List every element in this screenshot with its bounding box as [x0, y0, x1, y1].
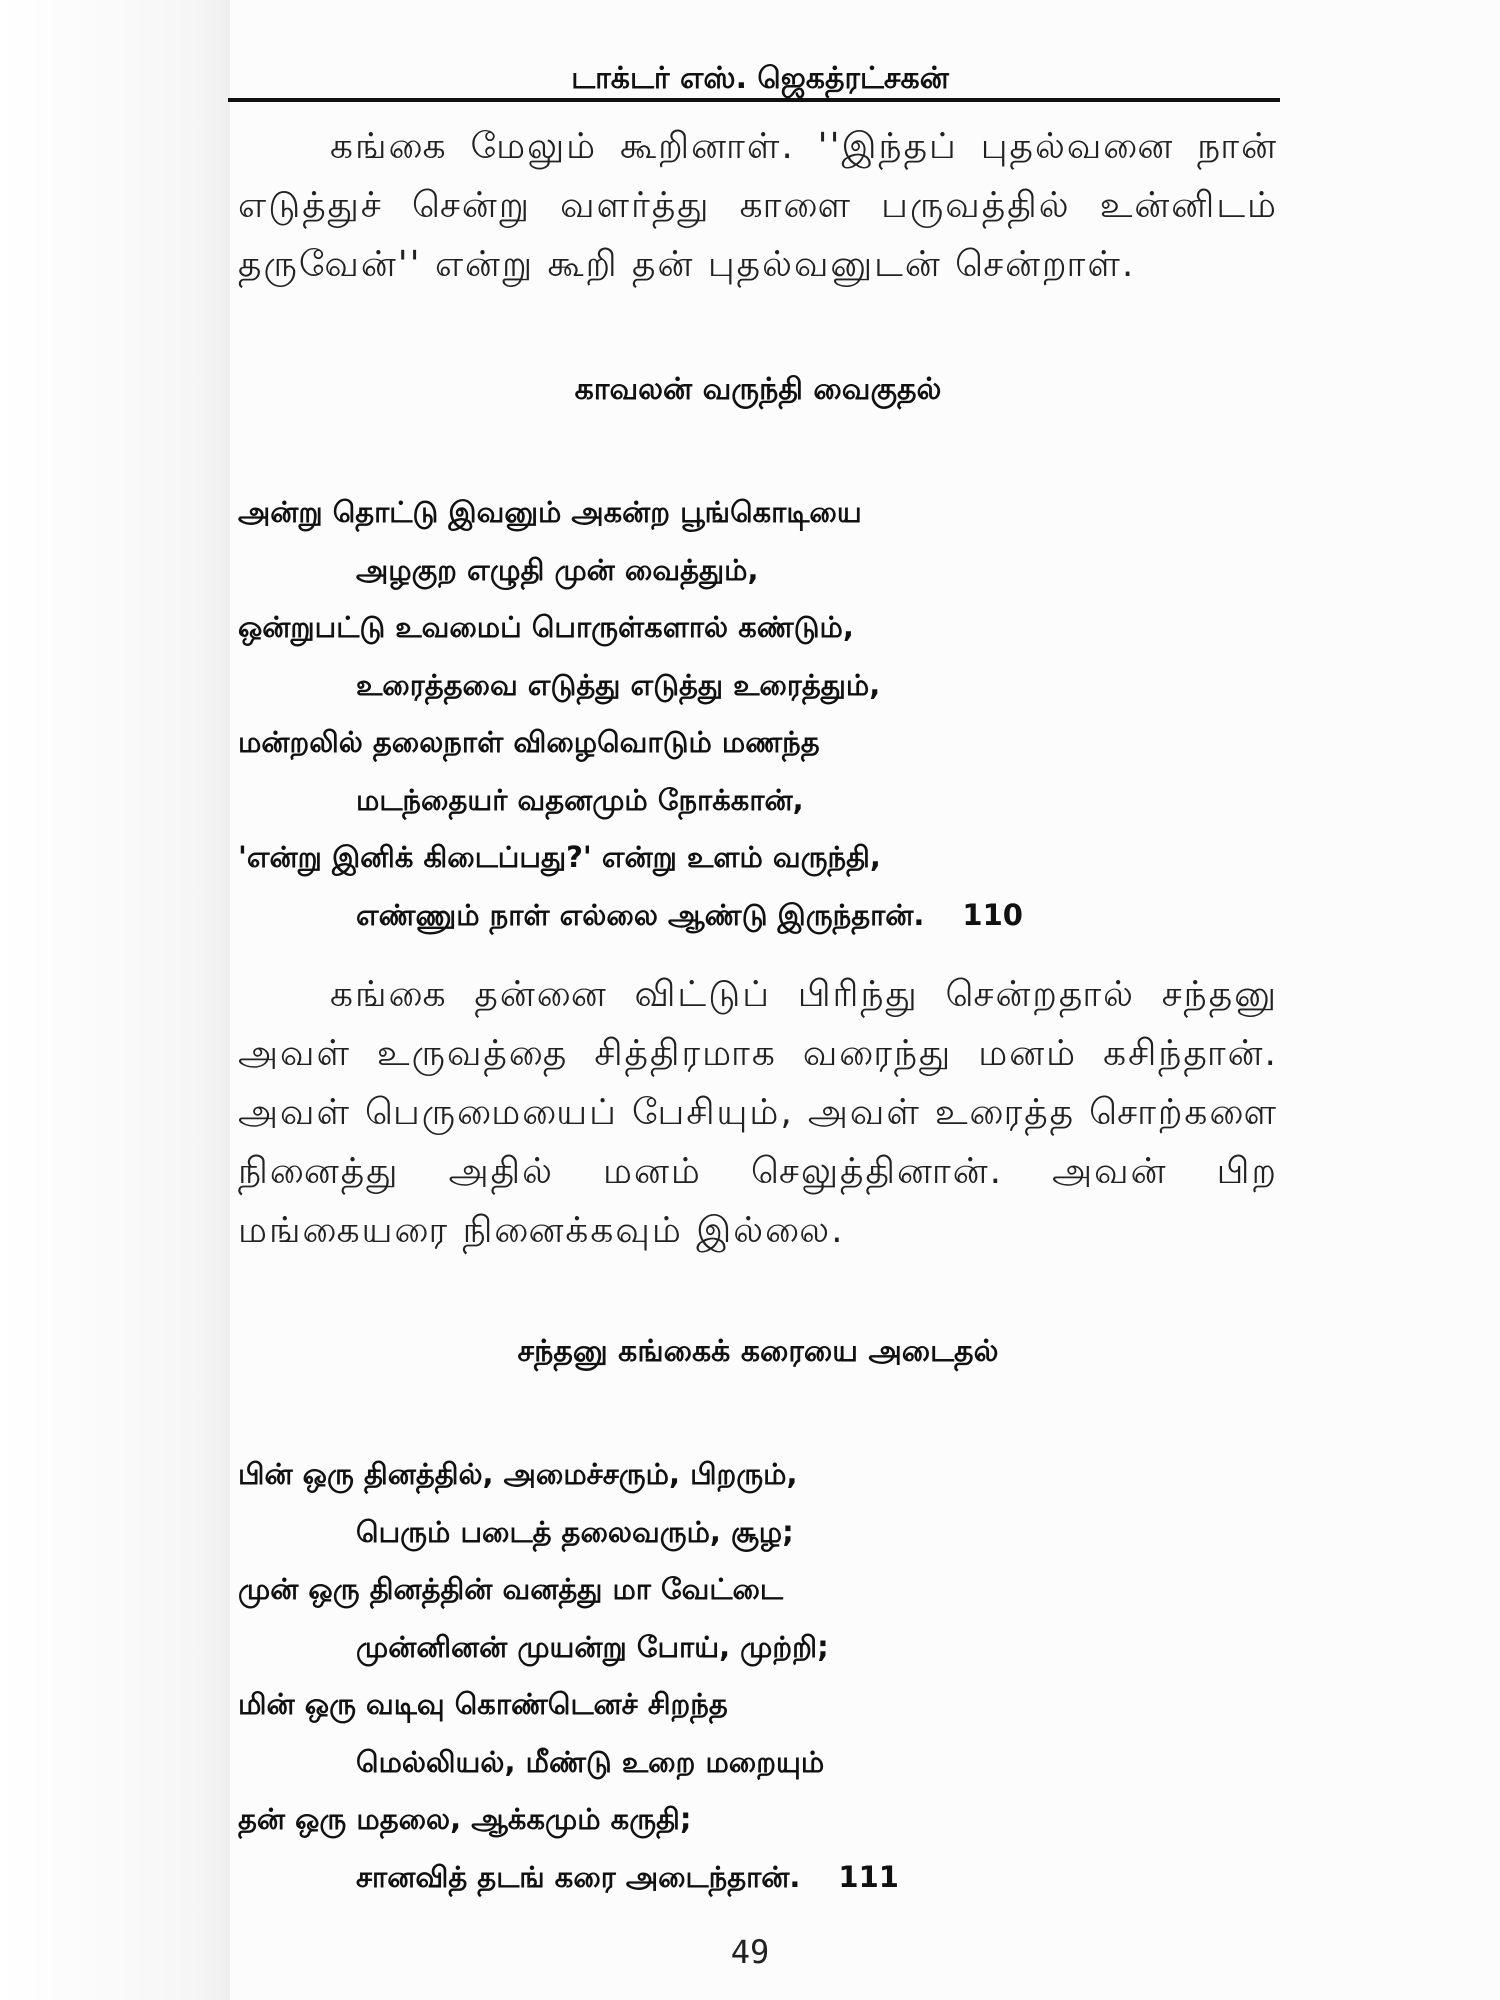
- page-gutter-shade: [0, 0, 230, 2000]
- running-header-author: டாக்டர் எஸ். ஜெகத்ரட்சகன்: [571, 61, 949, 96]
- section-title-2: சந்தனு கங்கைக் கரையை அடைதல்: [517, 1334, 999, 1369]
- verse-line: மின் ஒரு வடிவு கொண்டெனச் சிறந்த: [238, 1687, 728, 1721]
- paragraph-2: கங்கை தன்னை விட்டுப் பிரிந்து சென்றதால் சந்தனு அவள் உருவத்தை சித்திரமாக வரைந்து மனம் கசிந்தான். அவள் பெருமையைப் பேசியும், அவள் உரைத்த சொற்களை நினைத்து அதில் மனம் செலுத்தினான். அவன் பிற மங்கையரை நினைக்கவும் இல்லை.: [238, 974, 1278, 1251]
- verse-line: மன்றலில் தலைநாள் விழைவொடும் மணந்த: [238, 725, 820, 759]
- verse-line: ஒன்றுபட்டு உவமைப் பொருள்களால் கண்டும்,: [238, 610, 854, 644]
- verse-line: அழகுற எழுதி முன் வைத்தும்,: [356, 552, 759, 587]
- verse-line: சானவித் தடங் கரை அடைந்தான். 111: [238, 1849, 1278, 1907]
- verse-block-110: [238, 484, 1278, 944]
- verse-line: முன்னினன் முயன்று போய், முற்றி;: [356, 1629, 829, 1664]
- paragraph-1: கங்கை மேலும் கூறினாள். ''இந்தப் புதல்வனை நான் எடுத்துச் சென்று வளர்த்து காளை பருவத்தில் உன்னிடம் தருவேன்'' என்று கூறி தன் புதல்வனுடன் சென்றாள்.: [238, 126, 1278, 285]
- header-rule: [228, 98, 1280, 102]
- verse-line: எண்ணும் நாள் எல்லை ஆண்டு இருந்தான். 110: [238, 887, 1278, 945]
- verse-block-111: [238, 1446, 1278, 1906]
- verse-line: தன் ஒரு மதலை, ஆக்கமும் கருதி;: [238, 1802, 692, 1836]
- verse-line: மெல்லியல், மீண்டு உறை மறையும்: [356, 1744, 825, 1779]
- verse-number: 110: [962, 897, 1023, 932]
- verse-line: பெரும் படைத் தலைவரும், சூழ;: [356, 1514, 794, 1549]
- page-number: 49: [730, 1933, 770, 1971]
- verse-line: 'என்று இனிக் கிடைப்பது?' என்று உளம் வருந்தி,: [238, 840, 881, 874]
- verse-line: மடந்தையர் வதனமும் நோக்கான்,: [356, 782, 804, 817]
- verse-line: முன் ஒரு தினத்தின் வனத்து மா வேட்டை: [238, 1572, 783, 1606]
- verse-number: 111: [838, 1859, 899, 1894]
- verse-line: அன்று தொட்டு இவனும் அகன்ற பூங்கொடியை: [238, 495, 862, 529]
- section-title-1: காவலன் வருந்தி வைகுதல்: [574, 372, 942, 407]
- verse-line: உரைத்தவை எடுத்து எடுத்து உரைத்தும்,: [356, 667, 881, 702]
- verse-line: பின் ஒரு தினத்தில், அமைச்சரும், பிறரும்,: [238, 1457, 798, 1491]
